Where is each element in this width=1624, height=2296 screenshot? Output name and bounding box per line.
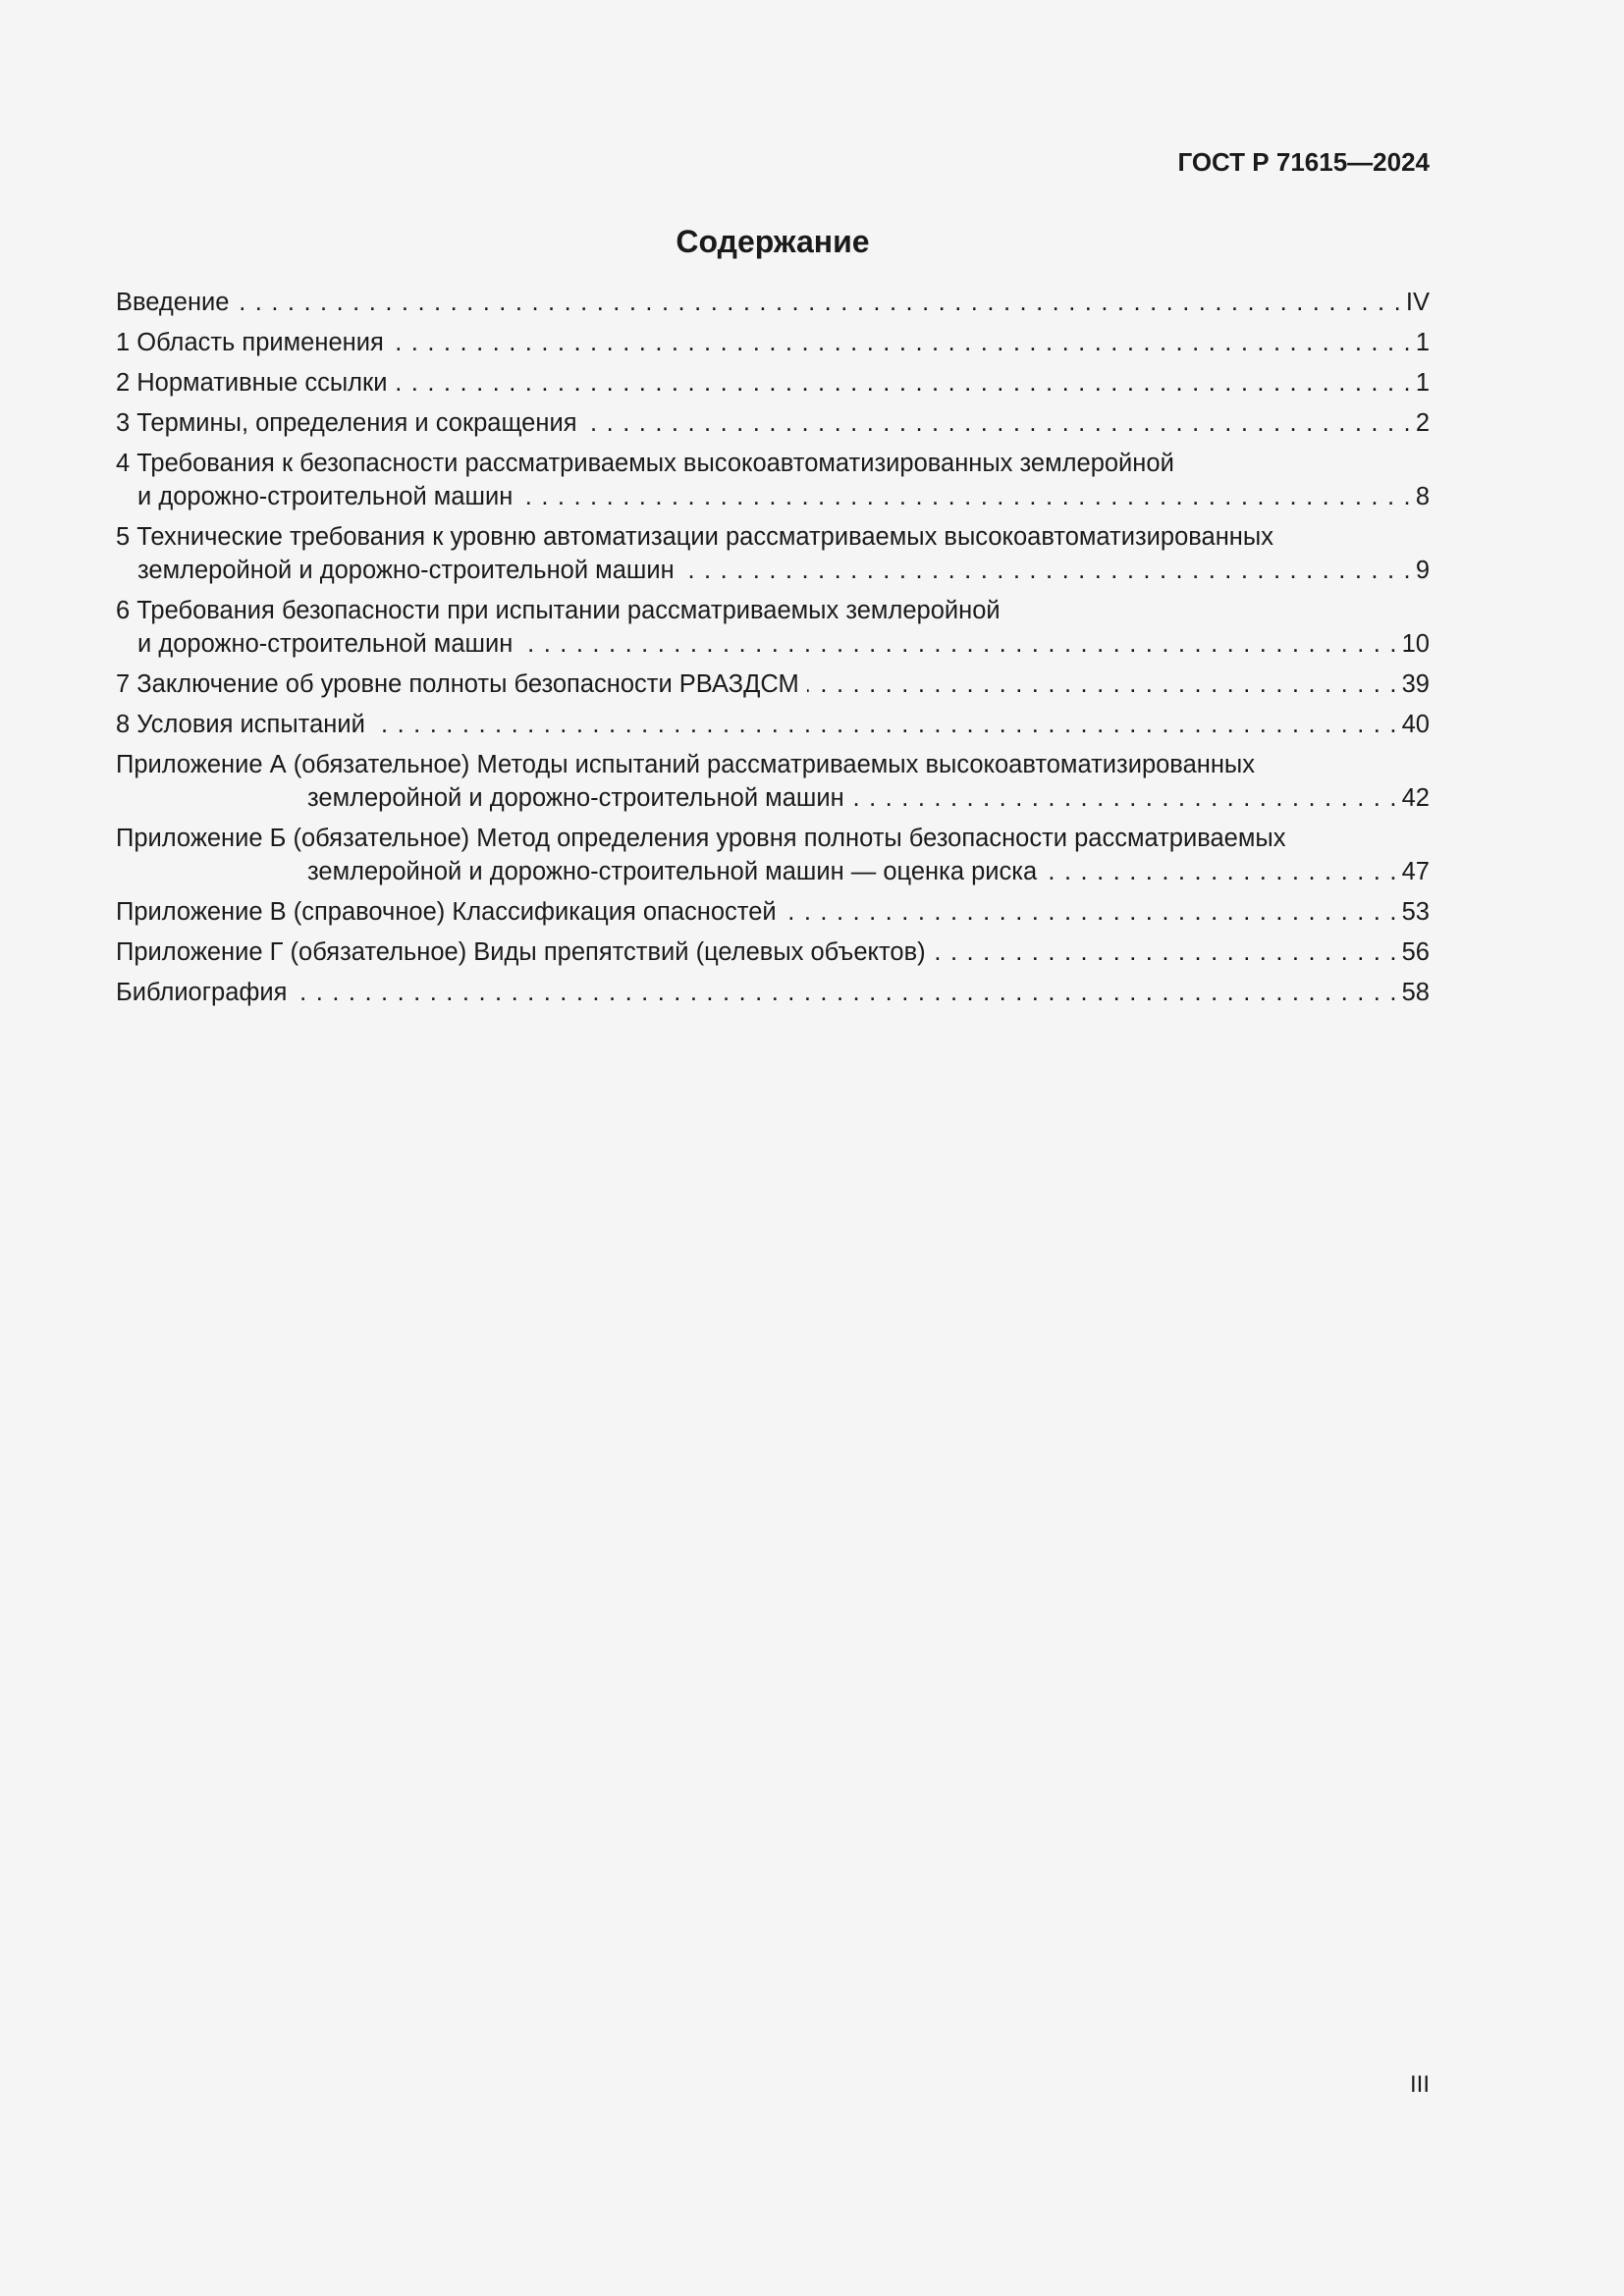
toc-entry[interactable]: [116, 406, 1430, 440]
toc-page-number: 9: [1415, 557, 1430, 584]
toc-entry-line: [116, 326, 1430, 359]
document-code: ГОСТ Р 71615—2024: [1177, 147, 1430, 177]
toc-entry-text: землеройной и дорожно-строительной машин: [137, 557, 675, 584]
toc-page-number: 58: [1401, 979, 1430, 1006]
toc-entry[interactable]: [116, 520, 1430, 587]
toc-entry[interactable]: [116, 594, 1430, 661]
dot-leader: [934, 935, 1398, 969]
dot-leader: [295, 976, 1397, 1009]
toc-entry[interactable]: [116, 976, 1430, 1009]
toc-entry-text: 4 Требования к безопасности рассматриваемых высокоавтоматизированных землеройной: [116, 450, 1174, 477]
dot-leader: [395, 366, 1411, 400]
toc-entry-line: [116, 366, 1430, 400]
toc-entry[interactable]: [116, 748, 1430, 815]
page-number: III: [1409, 2071, 1430, 2098]
toc-page-number: 53: [1401, 898, 1430, 926]
toc-page-number: 2: [1415, 409, 1430, 437]
toc-entry-line: [116, 895, 1430, 929]
toc-entry[interactable]: [116, 326, 1430, 359]
page-title: Содержание: [676, 224, 870, 259]
toc-entry-text: 5 Технические требования к уровню автоматизации рассматриваемых высокоавтоматизированных: [116, 523, 1273, 551]
toc-entry-line: [116, 406, 1430, 440]
toc-page-number: 56: [1401, 938, 1430, 966]
toc-entry-text: 6 Требования безопасности при испытании рассматриваемых землеройной: [116, 597, 1001, 624]
dot-leader: [682, 554, 1412, 587]
toc-entry-text: и дорожно-строительной машин: [137, 483, 514, 510]
toc-entry[interactable]: [116, 447, 1430, 513]
toc-entry-line: [116, 855, 1430, 888]
toc-entry[interactable]: [116, 822, 1430, 888]
toc-entry[interactable]: [116, 286, 1430, 319]
toc-entry[interactable]: [116, 667, 1430, 701]
toc-entry-text: 1 Область применения: [116, 329, 384, 356]
dot-leader: [520, 480, 1412, 513]
dot-leader: [1045, 855, 1397, 888]
toc-entry-line: [116, 520, 1430, 554]
toc-entry-text: 2 Нормативные ссылки: [116, 369, 388, 397]
dot-leader: [520, 627, 1397, 661]
toc-entry-line: [116, 781, 1430, 815]
toc-entry[interactable]: [116, 895, 1430, 929]
toc-entry-text: землеройной и дорожно-строительной машин: [307, 784, 844, 812]
toc-page-number: 1: [1415, 369, 1430, 397]
toc-entry-text: и дорожно-строительной машин: [137, 630, 514, 658]
toc-entry[interactable]: [116, 366, 1430, 400]
dot-leader: [585, 406, 1412, 440]
dot-leader: [852, 781, 1398, 815]
toc-entry-line: [116, 554, 1430, 587]
toc-page-number: 47: [1401, 858, 1430, 885]
toc-entry-line: [116, 935, 1430, 969]
toc-entry-line: [116, 822, 1430, 855]
toc-entry-line: [116, 286, 1430, 319]
toc-entry-line: [116, 447, 1430, 480]
toc-entry-line: [116, 748, 1430, 781]
toc-page-number: 39: [1401, 670, 1430, 698]
toc-entry-line: [116, 480, 1430, 513]
toc-entry-text: 8 Условия испытаний: [116, 711, 365, 738]
toc-page-number: 8: [1415, 483, 1430, 510]
toc-page-number: 42: [1401, 784, 1430, 812]
toc-page-number: IV: [1405, 289, 1430, 316]
toc-entry-line: [116, 708, 1430, 741]
toc-entry-line: [116, 976, 1430, 1009]
dot-leader: [392, 326, 1412, 359]
toc-entry-line: [116, 594, 1430, 627]
toc-entry-text: 3 Термины, определения и сокращения: [116, 409, 577, 437]
dot-leader: [785, 895, 1398, 929]
table-of-contents: [116, 286, 1430, 1016]
toc-page-number: 10: [1401, 630, 1430, 658]
dot-leader: [237, 286, 1401, 319]
dot-leader: [373, 708, 1398, 741]
toc-entry-text: Приложение Б (обязательное) Метод определения уровня полноты безопасности рассматриваемых: [116, 825, 1286, 852]
toc-entry-text: Библиография: [116, 979, 288, 1006]
toc-entry-line: [116, 627, 1430, 661]
toc-entry-text: Введение: [116, 289, 230, 316]
toc-entry[interactable]: [116, 708, 1430, 741]
toc-entry-text: 7 Заключение об уровне полноты безопасности РВАЗДСМ: [116, 670, 799, 698]
toc-page-number: 40: [1401, 711, 1430, 738]
toc-entry-text: Приложение Г (обязательное) Виды препятствий (целевых объектов): [116, 938, 926, 966]
toc-entry-text: Приложение В (справочное) Классификация опасностей: [116, 898, 777, 926]
toc-entry-text: землеройной и дорожно-строительной машин — оценка риска: [307, 858, 1038, 885]
toc-entry-text: Приложение А (обязательное) Методы испытаний рассматриваемых высокоавтоматизированных: [116, 751, 1255, 778]
toc-entry[interactable]: [116, 935, 1430, 969]
toc-entry-line: [116, 667, 1430, 701]
dot-leader: [807, 667, 1398, 701]
toc-page-number: 1: [1415, 329, 1430, 356]
